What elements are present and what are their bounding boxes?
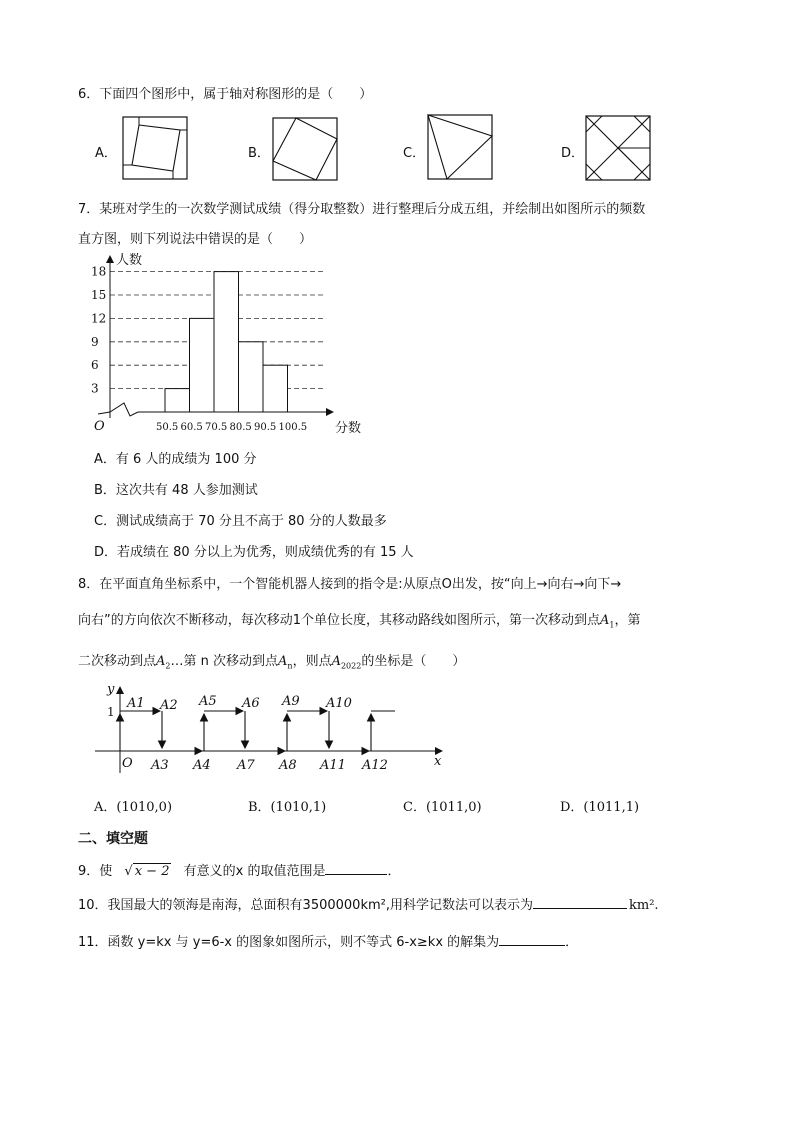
q8-line3: 二次移动到点$A_2\dots$第 n 次移动到点$A_n$，则点$A_{2022}$的坐标是（ ） bbox=[78, 654, 466, 671]
histogram-bar bbox=[165, 389, 190, 412]
y-axis-label: 人数 bbox=[116, 253, 143, 268]
q8-option-c: C．(1011,0) bbox=[403, 800, 482, 815]
origin-label: O bbox=[94, 419, 105, 434]
q11-answer-blank bbox=[499, 933, 565, 946]
q8-point-a2: A2 bbox=[160, 698, 178, 713]
q8-line1: 8．在平面直角坐标系中，一个智能机器人接到的指令是:从原点O出发，按“向上→向右→向下→ bbox=[78, 577, 622, 592]
q10-line: 10．我国最大的领海是南海，总面积有3500000km²,用科学记数法可以表示为 km². bbox=[78, 898, 659, 913]
q6-option-c-label: C． bbox=[403, 146, 426, 161]
y-tick-label: 9 bbox=[91, 334, 99, 349]
q8-option-a: A．(1010,0) bbox=[94, 800, 173, 815]
axis-break bbox=[98, 403, 138, 416]
q7-stem-line1: 7．某班对学生的一次数学测试成绩（得分取整数）进行整理后分成五组，并绘制出如图所示的频数 bbox=[78, 202, 646, 217]
x-tick-label: 70.5 bbox=[205, 422, 228, 433]
q9-line: 9．使 √ x − 2 有意义的x 的取值范围是 ． bbox=[78, 864, 401, 879]
q8-option-d: D．(1011,1) bbox=[560, 800, 640, 815]
histogram-bar bbox=[239, 342, 264, 412]
q8-point-a4: A4 bbox=[193, 758, 211, 773]
x-tick-label: 90.5 bbox=[254, 422, 277, 433]
q9-answer-blank bbox=[325, 862, 387, 875]
q8-one-label: 1 bbox=[107, 705, 115, 719]
q8-option-b: B．(1010,1) bbox=[248, 800, 327, 815]
x-tick-label: 80.5 bbox=[229, 422, 252, 433]
q7-histogram bbox=[85, 250, 375, 435]
q8-y-axis-label: y bbox=[107, 682, 115, 697]
q8-robot-path-figure bbox=[90, 683, 460, 778]
q8-point-a3: A3 bbox=[151, 758, 169, 773]
q6-stem: 6．下面四个图形中，属于轴对称图形的是（ ） bbox=[78, 87, 373, 102]
y-tick-label: 12 bbox=[91, 311, 107, 326]
q7-option-b: B．这次共有 48 人参加测试 bbox=[94, 483, 258, 498]
x-tick-label: 50.5 bbox=[156, 422, 179, 433]
y-tick-label: 6 bbox=[91, 358, 99, 373]
q8-point-a8: A8 bbox=[279, 758, 297, 773]
q6-figure-d bbox=[585, 115, 651, 181]
q8-line2: 向右”的方向依次不断移动，每次移动1个单位长度，其移动路线如图所示，第一次移动到点$A_1$，第 bbox=[78, 613, 641, 630]
q7-option-a: A．有 6 人的成绩为 100 分 bbox=[94, 452, 257, 467]
q8-origin-label: O bbox=[122, 756, 133, 771]
x-tick-label: 60.5 bbox=[180, 422, 203, 433]
y-tick-label: 15 bbox=[91, 288, 107, 302]
q6-figure-a bbox=[122, 116, 188, 180]
histogram-bar bbox=[190, 318, 215, 412]
histogram-bar bbox=[263, 365, 288, 412]
y-tick-label: 3 bbox=[91, 381, 99, 396]
q7-option-c: C．测试成绩高于 70 分且不高于 80 分的人数最多 bbox=[94, 514, 387, 529]
q8-point-a9: A9 bbox=[282, 694, 300, 709]
q8-point-a10: A10 bbox=[326, 696, 352, 711]
q8-point-a12: A12 bbox=[362, 758, 388, 773]
histogram-bar bbox=[214, 272, 239, 412]
q6-option-d-label: D． bbox=[561, 146, 585, 161]
q6-option-b-label: B． bbox=[248, 146, 270, 161]
q8-point-a7: A7 bbox=[237, 758, 255, 773]
q6-figure-b bbox=[272, 117, 338, 181]
q11-line: 11．函数 y=kx 与 y=6-x 的图象如图所示，则不等式 6-x≥kx 的解集为 ． bbox=[78, 935, 579, 950]
q8-point-a11: A11 bbox=[320, 758, 346, 773]
q7-option-d: D．若成绩在 80 分以上为优秀，则成绩优秀的有 15 人 bbox=[94, 545, 414, 560]
q6-figure-c bbox=[427, 114, 493, 180]
q9-radical: √ x − 2 bbox=[124, 864, 170, 879]
q8-point-a1: A1 bbox=[127, 696, 145, 711]
q8-point-a5: A5 bbox=[199, 694, 217, 709]
x-tick-label: 100.5 bbox=[278, 422, 308, 433]
q8-x-axis-label: x bbox=[434, 754, 442, 769]
section-title-fill-in: 二、填空题 bbox=[78, 831, 148, 847]
x-axis-label: 分数 bbox=[335, 421, 362, 436]
y-tick-label: 18 bbox=[91, 264, 107, 279]
q10-answer-blank bbox=[533, 896, 627, 909]
q7-stem-line2: 直方图，则下列说法中错误的是（ ） bbox=[78, 232, 313, 247]
q6-option-a-label: A． bbox=[95, 146, 117, 161]
q8-point-a6: A6 bbox=[242, 696, 260, 711]
